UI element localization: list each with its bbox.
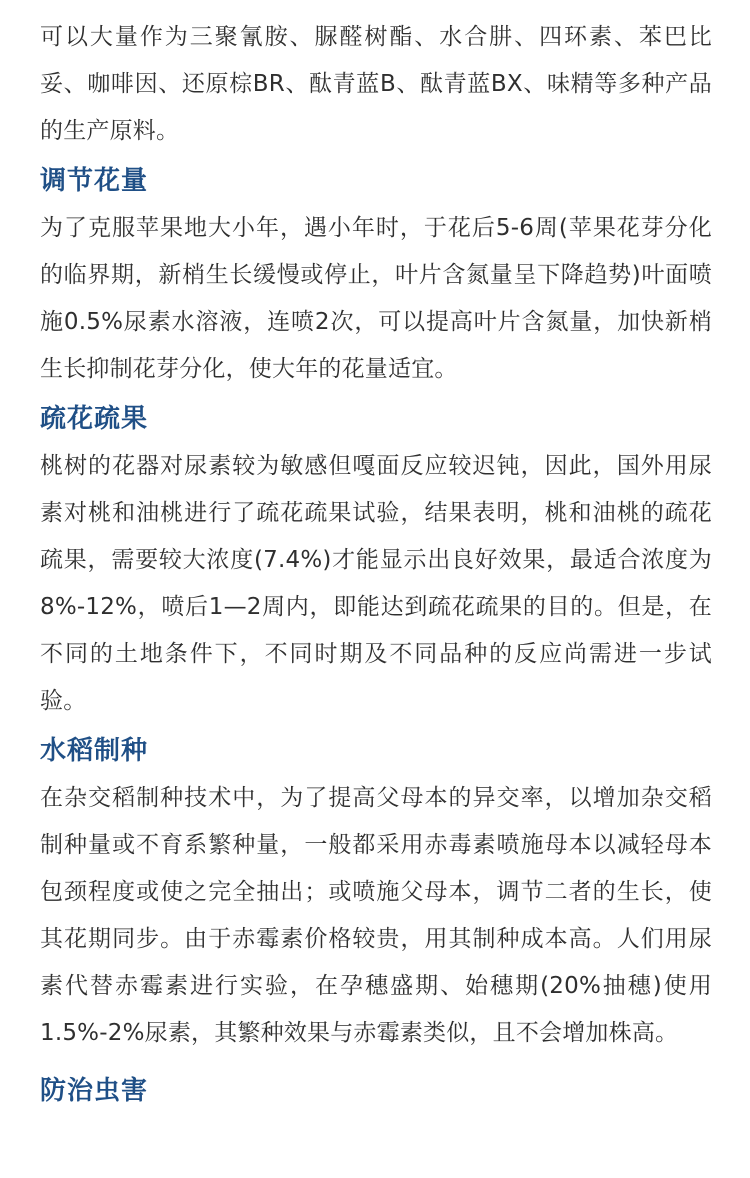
intro-paragraph: 可以大量作为三聚氰胺、脲醛树酯、水合肼、四环素、苯巴比妥、咖啡因、还原棕BR、酞青蓝B、酞青蓝BX、味精等多种产品的生产原料。: [40, 24, 712, 144]
section-heading-rice-seed: 水稻制种: [40, 736, 149, 766]
section-heading-thinning: 疏花疏果: [40, 404, 149, 434]
section-body-rice-seed: 在杂交稻制种技术中，为了提高父母本的异交率，以增加杂交稻制种量或不育系繁种量，一般都采用赤毒素喷施母本以减轻母本包颈程度或使之完全抽出；或喷施父母本，调节二者的生长，使其花期同步。由于赤霉素价格较贵，用其制种成本高。人们用尿素代替赤霉素进行实验，在孕穗盛期、始穗期(20%抽穗)使用1.5%-2%尿素，其繁种效果与赤霉素类似，且不会增加株高。: [40, 785, 712, 1046]
section-heading-pest-control: 防治虫害: [40, 1076, 149, 1106]
article: [40, 0, 712, 1115]
section-body-adjust-flower: 为了克服苹果地大小年，遇小年时，于花后5-6周(苹果花芽分化的临界期，新梢生长缓慢或停止，叶片含氮量呈下降趋势)叶面喷施0.5%尿素水溶液，连喷2次，可以提高叶片含氮量，加快新梢生长抑制花芽分化，使大年的花量适宜。: [40, 215, 712, 382]
section-body-thinning: 桃树的花器对尿素较为敏感但嘎面反应较迟钝，因此，国外用尿素对桃和油桃进行了疏花疏果试验，结果表明，桃和油桃的疏花疏果，需要较大浓度(7.4%)才能显示出良好效果，最适合浓度为8%-12%，喷后1—2周内，即能达到疏花疏果的目的。但是，在不同的土地条件下，不同时期及不同品种的反应尚需进一步试验。: [40, 453, 712, 714]
section-heading-adjust-flower: 调节花量: [40, 166, 149, 196]
